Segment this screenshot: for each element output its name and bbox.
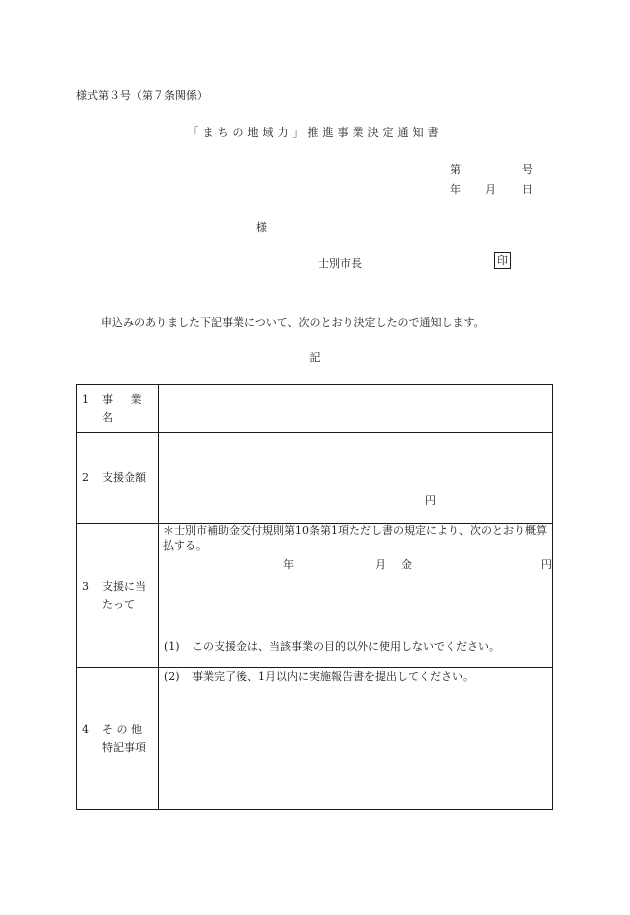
support-amount-cell[interactable] xyxy=(159,433,553,571)
project-name-cell[interactable] xyxy=(159,385,553,433)
date-month-label: 月 xyxy=(485,183,496,196)
row-label-text: 支援に当 xyxy=(102,579,146,593)
row-label-text: そ の 他 xyxy=(102,722,142,736)
row-number: 4 xyxy=(82,722,89,736)
row-number: 2 xyxy=(82,471,89,484)
details-table xyxy=(76,384,553,810)
seal-mark: 印 xyxy=(494,252,511,269)
ki-heading: 記 xyxy=(309,351,321,364)
date-day-label: 日 xyxy=(522,183,533,196)
table-row-support-amount xyxy=(77,433,553,524)
date-year-label: 年 xyxy=(450,183,461,196)
doc-number-prefix: 第 xyxy=(450,163,461,176)
row-label-text: 特記事項 xyxy=(102,740,146,754)
row-label xyxy=(77,524,159,668)
row-label xyxy=(77,385,159,433)
payment-yen-unit: 円 xyxy=(541,558,552,571)
row-label xyxy=(77,433,159,524)
doc-number-suffix: 号 xyxy=(522,163,533,176)
condition-number: (2) xyxy=(164,669,180,683)
condition-text: この支援金は、当該事業の目的以外に使用しないでください。 xyxy=(192,639,500,653)
other-notes-cell[interactable] xyxy=(159,668,553,810)
row-label-text: 支援金額 xyxy=(102,471,146,484)
advance-payment-note: ＊士別市補助金交付規則第10条第1項ただし書の規定により、次のとおり概算払する。 xyxy=(163,524,547,552)
row-label-text: たって xyxy=(102,597,135,611)
condition-text: 事業完了後、1月以内に実施報告書を提出してください。 xyxy=(192,669,474,683)
document-title: 「まちの地域力」推進事業決定通知書 xyxy=(187,126,443,139)
payment-year-label: 年 xyxy=(283,558,294,571)
payment-month-label: 月 xyxy=(375,558,386,571)
payment-kin-label: 金 xyxy=(401,558,412,571)
condition-number: (1) xyxy=(164,639,180,653)
condition-item xyxy=(164,668,474,684)
amount-yen-unit: 円 xyxy=(425,494,436,507)
row-label xyxy=(77,668,159,810)
notice-body-text: 申込みのありました下記事業について、次のとおり決定したので通知します。 xyxy=(101,316,485,329)
table-row-other-notes xyxy=(77,668,553,810)
table-row-project-name xyxy=(77,385,553,433)
form-number: 様式第３号（第７条関係） xyxy=(76,89,208,102)
condition-item xyxy=(164,638,500,654)
row-number: 3 xyxy=(82,579,89,593)
row-label-text: 事 業 名 xyxy=(102,392,149,424)
issuer-name: 士別市長 xyxy=(318,257,362,270)
addressee-honorific: 様 xyxy=(256,221,267,234)
row-number: 1 xyxy=(82,392,89,406)
